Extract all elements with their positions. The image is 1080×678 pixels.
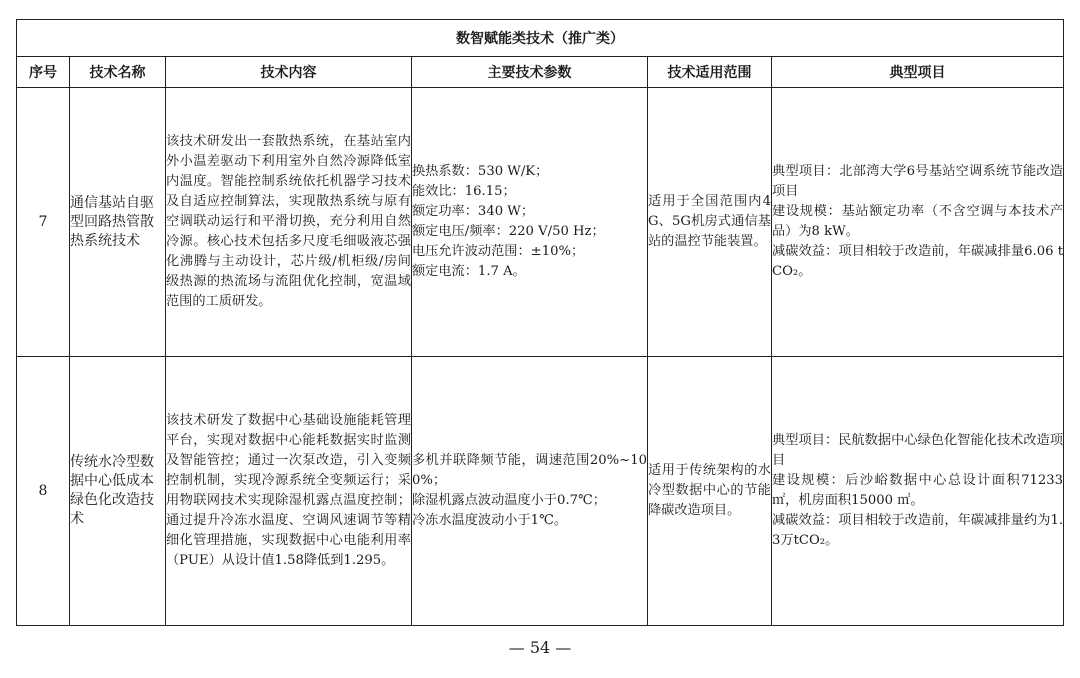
table-caption: 数智赋能类技术（推广类） bbox=[17, 20, 1064, 57]
project-line: 典型项目：民航数据中心绿色化智能化技术改造项目 bbox=[772, 433, 1064, 468]
project-line: 减碳效益：项目相较于改造前，年碳减排量约为1.3万tCO₂。 bbox=[772, 513, 1064, 548]
param-line: 除湿机露点波动温度小于0.7℃； bbox=[412, 493, 606, 508]
header-tech-content: 技术内容 bbox=[166, 57, 412, 88]
row-main-params bbox=[412, 88, 648, 357]
param-line: 电压允许波动范围：±10%； bbox=[412, 244, 585, 259]
param-line: 换热系数：530 W/K； bbox=[412, 164, 549, 179]
row-main-params bbox=[412, 357, 648, 626]
header-serial-no: 序号 bbox=[17, 57, 70, 88]
row-scope: 适用于全国范围内4G、5G机房式通信基站的温控节能装置。 bbox=[648, 88, 772, 357]
row-tech-content: 该技术研发了数据中心基础设施能耗管理平台，实现对数据中心能耗数据实时监测及智能管控；通过一次泵改造，引入变频控制机制，实现冷源系统全变频运行；采用物联网技术实现除湿机露点温度控制；通过提升冷冻水温度、空调风速调节等精细化管理措施，实现数据中心电能利用率（PUE）从设计值1.58降低到1.295。 bbox=[166, 357, 412, 626]
header-main-params: 主要技术参数 bbox=[412, 57, 648, 88]
param-line: 额定功率：340 W； bbox=[412, 204, 535, 219]
param-line: 额定电流：1.7 A。 bbox=[412, 264, 526, 279]
table-row bbox=[17, 88, 1064, 357]
row-tech-name: 传统水冷型数据中心低成本绿色化改造技术 bbox=[70, 357, 166, 626]
project-line: 典型项目：北部湾大学6号基站空调系统节能改造项目 bbox=[772, 164, 1064, 199]
project-line: 建设规模：后沙峪数据中心总设计面积71233 ㎡，机房面积15000 ㎡。 bbox=[772, 473, 1064, 508]
row-tech-content: 该技术研发出一套散热系统，在基站室内外小温差驱动下利用室外自然冷源降低室内温度。智能控制系统依托机器学习技术及自适应控制算法，实现散热系统与原有空调联动运行和平滑切换，充分利用自然冷源。核心技术包括多尺度毛细吸液芯强化沸腾与主动设计，芯片级/机柜级/房间级热源的热流场与流阻优化控制，宽温域范围的工质研发。 bbox=[166, 88, 412, 357]
project-line: 建设规模：基站额定功率（不含空调与本技术产品）为8 kW。 bbox=[772, 204, 1064, 239]
param-line: 能效比：16.15； bbox=[412, 184, 516, 199]
technology-table bbox=[16, 19, 1064, 626]
page-number: — 54 — bbox=[508, 638, 572, 657]
project-line: 减碳效益：项目相较于改造前，年碳减排量6.06 tCO₂。 bbox=[772, 244, 1064, 279]
param-line: 冷冻水温度波动小于1℃。 bbox=[412, 513, 568, 528]
header-tech-name: 技术名称 bbox=[70, 57, 166, 88]
table-row bbox=[17, 357, 1064, 626]
row-typical-project bbox=[772, 88, 1064, 357]
param-line: 多机并联降频节能，调速范围20%~100%； bbox=[412, 453, 647, 488]
header-scope: 技术适用范围 bbox=[648, 57, 772, 88]
header-typical-project: 典型项目 bbox=[772, 57, 1064, 88]
row-serial-no: 7 bbox=[17, 88, 70, 357]
row-scope: 适用于传统架构的水冷型数据中心的节能降碳改造项目。 bbox=[648, 357, 772, 626]
param-line: 额定电压/频率：220 V/50 Hz； bbox=[412, 224, 605, 239]
row-typical-project bbox=[772, 357, 1064, 626]
row-serial-no: 8 bbox=[17, 357, 70, 626]
row-tech-name: 通信基站自驱型回路热管散热系统技术 bbox=[70, 88, 166, 357]
